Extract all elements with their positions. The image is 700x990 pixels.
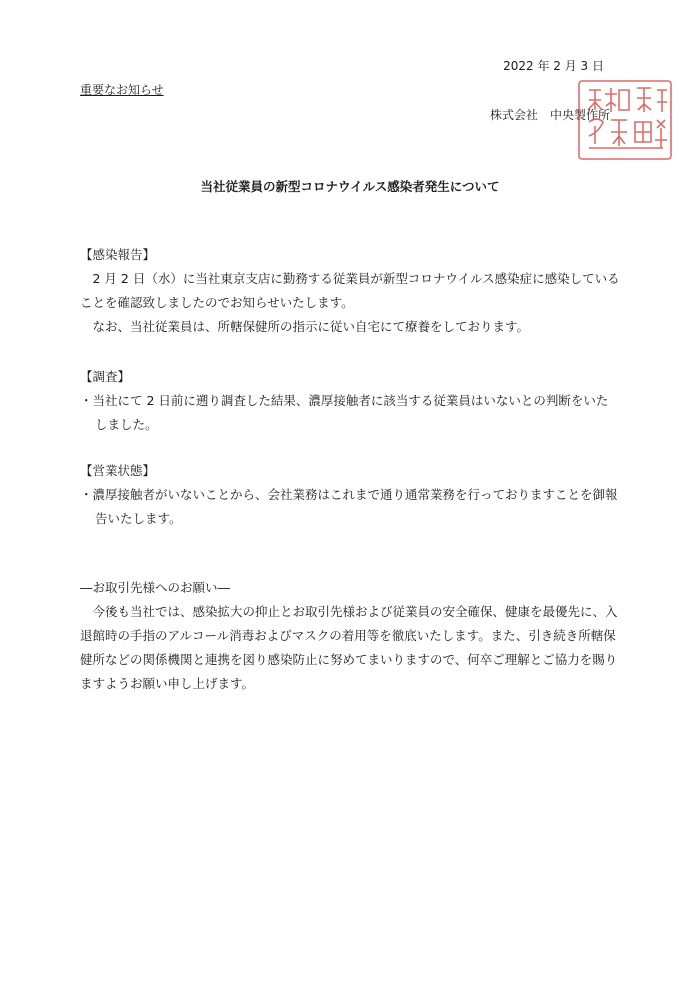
company-name: 株式会社 中央製作所 [489, 108, 610, 122]
section-business-status [80, 459, 620, 531]
paragraph: 2 月 2 日（水）に当社東京支店に勤務する従業員が新型コロナウイルス感染症に感染していることを確認致しましたのでお知らせいたします。 [80, 271, 620, 310]
company-seal-icon [575, 78, 675, 162]
section-heading: ―お取引先様へのお願い― [80, 580, 231, 595]
document-title: 当社従業員の新型コロナウイルス感染者発生について [200, 179, 500, 194]
section-heading: 【感染報告】 [80, 247, 156, 262]
paragraph: 今後も当社では、感染拡大の抑止とお取引先様および従業員の安全確保、健康を最優先に、入退館時の手指のアルコール消毒およびマスクの着用等を徹底いたします。また、引き続き所轄保健所などの関係機関と連携を図り感染防止に努めてまいりますので、何卒ご理解とご協力を賜りますようお願い申し上げます。 [80, 604, 618, 691]
bullet-item: ・濃厚接触者がいないことから、会社業務はこれまで通り通常業務を行っておりますことを御報告いたします。 [80, 487, 618, 526]
document-date: 2022 年 2 月 3 日 [503, 59, 604, 73]
section-heading: 【営業状態】 [80, 463, 156, 478]
bullet-item: ・当社にて 2 日前に遡り調査した結果、濃厚接触者に該当する従業員はいないとの判断をいたしました。 [80, 393, 609, 432]
section-heading: 【調査】 [80, 369, 131, 384]
paragraph: なお、当社従業員は、所轄保健所の指示に従い自宅にて療養をしております。 [92, 319, 530, 334]
section-request-to-partners [80, 576, 620, 696]
section-infection-report [80, 243, 620, 339]
notice-label: 重要なお知らせ [80, 83, 164, 97]
section-investigation [80, 365, 620, 437]
